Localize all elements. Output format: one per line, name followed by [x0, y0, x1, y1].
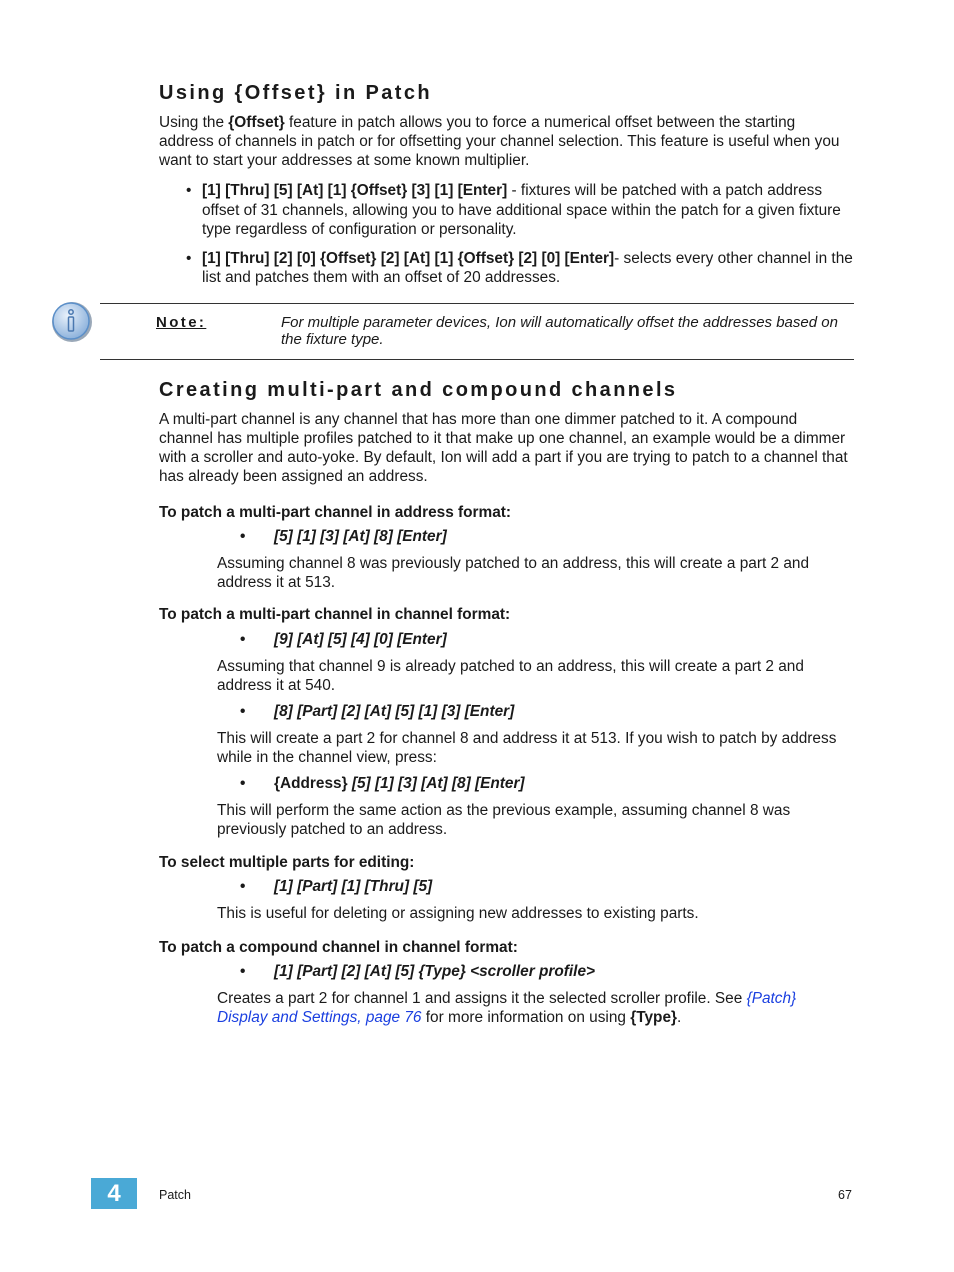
bullet-text [202, 181, 854, 240]
softkey-name: {Type} [630, 1009, 677, 1026]
list-item [186, 181, 854, 240]
procedure-title: To select multiple parts for editing: [159, 854, 415, 871]
note-text: For multiple parameter devices, Ion will automatically offset the addresses based on the fixture type. [281, 314, 838, 348]
command-description: - selects every other channel in the list and patches them with an offset of 20 addresses. [202, 249, 853, 286]
footer-page-number: 67 [838, 1188, 852, 1202]
step-description: This will perform the same action as the previous example, assuming channel 8 was previously patched to an address. [217, 802, 791, 838]
cross-reference-link[interactable]: {Patch} Display and Settings, page 76 [217, 990, 797, 1026]
command-step [240, 703, 514, 721]
description-text: . [677, 1009, 682, 1026]
command-sequence: [1] [Thru] [2] [0] {Offset} [2] [At] [1] {Offset} [2] [0] [Enter] [202, 249, 615, 267]
procedure-title: To patch a compound channel in channel format: [159, 939, 518, 956]
bullet-glyph: • [240, 528, 246, 545]
command-softkey: {Address} [274, 775, 348, 792]
procedure-title: To patch a multi-part channel in address format: [159, 504, 512, 521]
command-step [240, 528, 447, 546]
command-sequence: [5] [1] [3] [At] [8] [Enter] [274, 528, 447, 545]
command-sequence: [1] [Thru] [5] [At] [1] {Offset} [3] [1] [Enter] [202, 182, 508, 199]
note-bottom-rule [100, 359, 854, 360]
intro-text-continued: feature in patch allows you to force a numerical offset between the starting address of channels in patch or for offsetting your channel selection. This feature is useful when you want to start your addresses at some known multiplier. [159, 114, 840, 169]
command-sequence: [9] [At] [5] [4] [0] [Enter] [274, 631, 447, 648]
bullet-glyph: • [240, 878, 246, 895]
bullet-glyph: • [186, 182, 192, 199]
list-item [186, 249, 854, 288]
description-text: Creates a part 2 for channel 1 and assigns it the selected scroller profile. See [217, 990, 747, 1007]
note-label: Note: [156, 314, 207, 331]
command-step [240, 775, 525, 793]
command-sequence: [1] [Part] [2] [At] [5] {Type} <scroller profile> [274, 963, 595, 980]
note-top-rule [100, 303, 854, 304]
offset-intro-paragraph [159, 113, 854, 170]
procedure-title: To patch a multi-part channel in channel format: [159, 606, 511, 623]
chapter-number-badge: 4 [91, 1178, 137, 1209]
step-description: Assuming channel 8 was previously patched to an address, this will create a part 2 and address it at 513. [217, 555, 810, 591]
step-description: Assuming that channel 9 is already patched to an address, this will create a part 2 and address it at 540. [217, 658, 804, 694]
command-sequence: [5] [1] [3] [At] [8] [Enter] [347, 775, 525, 792]
command-sequence: [8] [Part] [2] [At] [5] [1] [3] [Enter] [274, 703, 515, 720]
bullet-glyph: • [240, 775, 246, 792]
bullet-glyph: • [186, 249, 192, 267]
section-heading-multipart: Creating multi-part and compound channels [159, 379, 678, 401]
command-step [240, 878, 432, 896]
step-description: This will create a part 2 for channel 8 and address it at 513. If you wish to patch by address while in the channel view, press: [217, 730, 837, 766]
bullet-glyph: • [240, 631, 246, 648]
bullet-text [202, 249, 854, 288]
footer-section-name: Patch [159, 1188, 191, 1202]
description-text: for more information on using [421, 1009, 631, 1026]
info-icon [50, 300, 94, 344]
intro-text: Using the [159, 114, 229, 131]
section-heading-offset: Using {Offset} in Patch [159, 82, 433, 104]
offset-bullet-list [186, 181, 854, 288]
command-step [240, 631, 447, 649]
intro-keyword: {Offset} [228, 114, 285, 131]
step-description [217, 989, 837, 1027]
command-step [240, 963, 595, 981]
multipart-intro-paragraph: A multi-part channel is any channel that has more than one dimmer patched to it. A compound channel has multiple profiles patched to it that make up one channel, an example would be a dimmer with a scroller and auto-yoke. By default, Ion will add a part if you are trying to patch to a channel that has already been assigned an address. [159, 411, 848, 485]
bullet-glyph: • [240, 963, 246, 980]
command-description: - fixtures will be patched with a patch address offset of 31 channels, allowing you to have additional space within the patch for a given fixture type regardless of configuration or personality. [202, 182, 841, 238]
command-sequence: [1] [Part] [1] [Thru] [5] [274, 878, 433, 895]
step-description: This is useful for deleting or assigning new addresses to existing parts. [217, 905, 699, 922]
bullet-glyph: • [240, 703, 246, 720]
